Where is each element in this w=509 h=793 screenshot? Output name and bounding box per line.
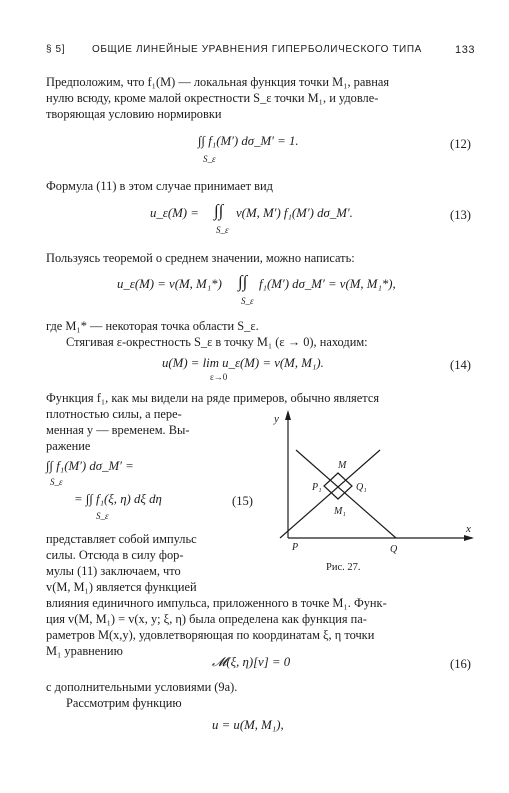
paragraph-line: Рассмотрим функцию [66,696,182,710]
paragraph-line: M₁ уравнению [46,644,123,658]
label-M1: M₁ [334,506,346,517]
mean-value-lhs: u_ε(M) = v(M, M₁*) [117,277,222,291]
paragraph-line: где M₁* — некоторая точка области S_ε. [46,319,259,333]
paragraph-line: ражение [46,439,91,453]
paragraph-line: Предположим, что f₁(M) — локальная функция точки M₁, равная [46,75,390,89]
equation-15a: ∫∫ f₁(M′) dσ_M′ = [46,459,134,473]
characteristic-line [280,450,380,538]
double-integral: ∫∫ [238,272,248,291]
paragraph-line: с дополнительными условиями (9а). [46,680,238,694]
y-arrow [285,410,291,420]
equation-number: (16) [450,657,471,671]
paragraph-line: влияния единичного импульса, приложенного в точке M₁. Функ- [46,596,387,610]
paragraph-line: Функция f₁, как мы видели на ряде примеров, обычно является [46,391,380,405]
paragraph-line: нулю всюду, кроме малой окрестности S_ε точки M₁, и удовле- [46,91,379,105]
equation-15b: = ∫∫ f₁(ξ, η) dξ dη [74,492,162,506]
paragraph-line: представляет собой импульс [46,532,197,546]
integral-domain: S_ε [203,154,216,164]
label-P: P [292,542,299,553]
equation-13-lhs: u_ε(M) = [150,206,199,220]
paragraph-line: силы. Отсюда в силу фор- [46,548,184,562]
figure-caption: Рис. 27. [326,562,361,573]
paragraph-line: творяющая условию нормировки [46,107,222,121]
mean-value-rhs: f₁(M′) dσ_M′ = v(M, M₁*), [259,277,396,291]
paragraph-line: плотностью силы, а пере- [46,407,182,421]
limit-subscript: ε→0 [210,372,228,382]
integral-domain: S_ε [216,225,229,235]
equation-12: ∫∫ f₁(M′) dσ_M′ = 1. [198,134,299,148]
x-arrow [464,535,474,541]
label-x: x [466,523,471,535]
label-Q1: Q₁ [356,482,367,493]
equation-last: u = u(M, M₁), [212,718,284,732]
figure-27 [266,410,486,575]
running-title: ОБЩИЕ ЛИНЕЙНЫЕ УРАВНЕНИЯ ГИПЕРБОЛИЧЕСКОГО ТИПА [92,44,422,55]
paragraph-line: Формула (11) в этом случае принимает вид [46,179,273,193]
equation-number: (15) [232,494,253,508]
equation-16: 𝓜(ξ, η)[v] = 0 [212,655,291,669]
paragraph-line: менная y — временем. Вы- [46,423,190,437]
page-number: 133 [455,44,476,56]
equation-number: (12) [450,137,471,151]
paragraph-line: Стягивая ε-окрестность S_ε в точку M₁ (ε → 0), находим: [66,335,368,349]
section-mark: § 5] [46,44,66,55]
label-P1: P₁ [312,482,322,493]
paragraph-line: v(M, M₁) является функцией [46,580,197,594]
paragraph-line: мулы (11) заключаем, что [46,564,181,578]
equation-number: (13) [450,208,471,222]
double-integral: ∫∫ [214,201,224,220]
label-M: M [338,460,347,471]
integral-domain: S_ε [96,511,109,521]
equation-13-rhs: v(M, M′) f₁(M′) dσ_M′. [236,206,353,220]
paragraph-line: Пользуясь теоремой о среднем значении, можно написать: [46,251,355,265]
integral-domain: S_ε [50,477,63,487]
equation-number: (14) [450,358,471,372]
paragraph-line: ция v(M, M₁) = v(x, y; ξ, η) была определена как функция па- [46,612,367,626]
label-y: y [274,413,279,425]
equation-14: u(M) = lim u_ε(M) = v(M, M₁). [162,356,324,370]
paragraph-line: раметров M(x,y), удовлетворяющая по координатам ξ, η точки [46,628,375,642]
label-Q: Q [390,544,398,555]
integral-domain: S_ε [241,296,254,306]
